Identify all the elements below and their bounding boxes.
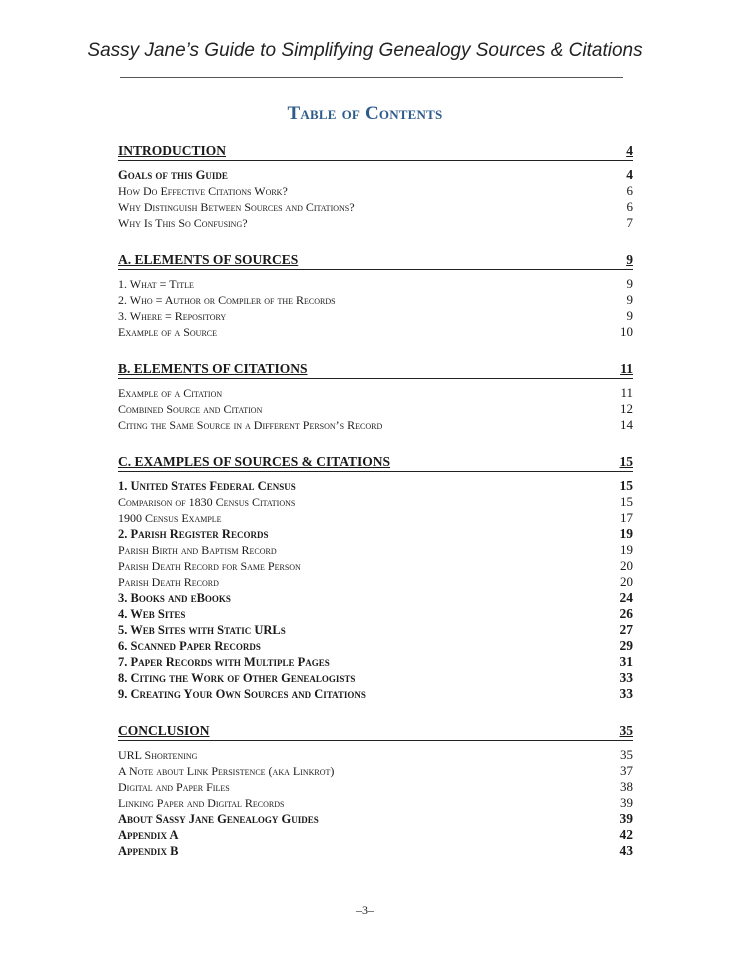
toc-entry-title: Why Distinguish Between Sources and Citations? <box>118 200 355 214</box>
toc-entry-title: Example of a Source <box>118 325 218 339</box>
toc-section-page: 9 <box>626 252 633 267</box>
toc-entry-page: 39 <box>620 795 633 810</box>
toc-entry-title: Goals of this Guide <box>118 168 228 182</box>
toc-entry-page: 39 <box>619 811 633 826</box>
toc-entry-page: 27 <box>619 622 633 637</box>
toc-entry[interactable] <box>118 183 633 199</box>
toc-section <box>118 722 633 859</box>
toc-entry[interactable] <box>118 843 633 859</box>
toc-entries <box>118 385 633 433</box>
toc-entry-page: 14 <box>620 417 633 432</box>
toc-entry-title: Parish Birth and Baptism Record <box>118 543 277 557</box>
toc-entries <box>118 478 633 702</box>
toc-section-title: C. EXAMPLES OF SOURCES & CITATIONS <box>118 454 391 469</box>
toc-entry-title: A Note about Link Persistence (aka Linkrot) <box>118 764 335 778</box>
toc-entry[interactable] <box>118 510 633 526</box>
toc-entry-page: 33 <box>619 670 633 685</box>
toc-section-title: INTRODUCTION <box>118 143 227 158</box>
toc-entry-title: 2. Parish Register Records <box>118 527 269 541</box>
toc-entry-title: 6. Scanned Paper Records <box>118 639 261 653</box>
toc-entries <box>118 276 633 340</box>
toc-entry-page: 35 <box>620 747 633 762</box>
toc-entry-page: 9 <box>626 292 633 307</box>
toc-entry-title: Appendix A <box>118 828 179 842</box>
toc-entry[interactable] <box>118 670 633 686</box>
page-number: –3– <box>356 903 374 917</box>
toc-entry-page: 43 <box>619 843 633 858</box>
toc-section-page: 4 <box>626 143 633 158</box>
toc-entry-title: Combined Source and Citation <box>118 402 263 416</box>
toc-entry-page: 42 <box>619 827 633 842</box>
toc-entry[interactable] <box>118 747 633 763</box>
toc-entry[interactable] <box>118 385 633 401</box>
toc-section <box>118 251 633 340</box>
toc-entry[interactable] <box>118 401 633 417</box>
toc-entry[interactable] <box>118 478 633 494</box>
toc-section <box>118 142 633 231</box>
toc-entry[interactable] <box>118 324 633 340</box>
toc-entry-title: 1. What = Title <box>118 277 194 291</box>
toc-entry[interactable] <box>118 606 633 622</box>
toc-entry[interactable] <box>118 417 633 433</box>
toc-entry[interactable] <box>118 292 633 308</box>
toc-entry-page: 24 <box>619 590 633 605</box>
toc-entry-title: About Sassy Jane Genealogy Guides <box>118 812 319 826</box>
toc-entry-page: 19 <box>619 526 633 541</box>
toc-entry-title: URL Shortening <box>118 748 198 762</box>
toc-entry-title: Appendix B <box>118 844 179 858</box>
toc-section-title: B. ELEMENTS OF CITATIONS <box>118 361 308 376</box>
toc-section-title: A. ELEMENTS OF SOURCES <box>118 252 299 267</box>
toc-entry-title: 7. Paper Records with Multiple Pages <box>118 655 330 669</box>
toc-entry-title: 4. Web Sites <box>118 607 186 621</box>
toc-entry-page: 20 <box>620 574 633 589</box>
toc-section <box>118 360 633 433</box>
toc-entry-page: 9 <box>626 308 633 323</box>
toc-entry-title: 3. Where = Repository <box>118 309 227 323</box>
toc-entry-page: 17 <box>620 510 633 525</box>
toc-entry-page: 33 <box>619 686 633 701</box>
toc-entries <box>118 167 633 231</box>
toc-entry-title: 9. Creating Your Own Sources and Citations <box>118 687 366 701</box>
toc-entry-page: 10 <box>620 324 633 339</box>
header-divider <box>120 77 623 78</box>
toc-entry-title: How Do Effective Citations Work? <box>118 184 288 198</box>
toc-entry-page: 6 <box>626 183 633 198</box>
toc-entry-page: 6 <box>626 199 633 214</box>
toc-entry[interactable] <box>118 638 633 654</box>
toc-entry-page: 12 <box>620 401 633 416</box>
toc-entry-title: 8. Citing the Work of Other Genealogists <box>118 671 356 685</box>
toc-section-page: 15 <box>619 454 633 469</box>
toc-entry-title: Example of a Citation <box>118 386 223 400</box>
toc-section-heading[interactable] <box>118 453 633 472</box>
toc-section-page: 11 <box>620 361 633 376</box>
toc-entry-page: 37 <box>620 763 633 778</box>
toc-entry-page: 4 <box>626 167 633 182</box>
toc-section-page: 35 <box>619 723 633 738</box>
toc-section-heading[interactable] <box>118 142 633 161</box>
toc-entry[interactable] <box>118 763 633 779</box>
toc-entry-page: 26 <box>619 606 633 621</box>
toc-entry-page: 19 <box>620 542 633 557</box>
toc-entry-page: 9 <box>626 276 633 291</box>
toc-entry[interactable] <box>118 574 633 590</box>
toc-entry[interactable] <box>118 215 633 231</box>
toc-entry[interactable] <box>118 654 633 670</box>
table-of-contents <box>118 142 633 879</box>
toc-entry-page: 11 <box>620 385 633 400</box>
page-title: Table of Contents <box>287 103 443 124</box>
toc-section-title: CONCLUSION <box>118 723 210 738</box>
toc-entry-page: 31 <box>619 654 633 669</box>
toc-entry[interactable] <box>118 795 633 811</box>
toc-entry[interactable] <box>118 590 633 606</box>
toc-entry-title: 1. United States Federal Census <box>118 479 296 493</box>
toc-entry-page: 15 <box>619 478 633 493</box>
toc-entry-title: 3. Books and eBooks <box>118 591 231 605</box>
toc-section-heading[interactable] <box>118 360 633 379</box>
toc-entry-title: Citing the Same Source in a Different Person’s Record <box>118 418 383 432</box>
toc-entry[interactable] <box>118 199 633 215</box>
toc-entry-page: 7 <box>626 215 633 230</box>
toc-entry[interactable] <box>118 622 633 638</box>
toc-entry[interactable] <box>118 827 633 843</box>
toc-entry-page: 20 <box>620 558 633 573</box>
running-header: Sassy Jane’s Guide to Simplifying Genealogy Sources & Citations <box>87 40 643 61</box>
toc-entry-title: Parish Death Record for Same Person <box>118 559 301 573</box>
toc-entry[interactable] <box>118 308 633 324</box>
toc-entry-title: Comparison of 1830 Census Citations <box>118 495 296 509</box>
toc-entry-title: Why Is This So Confusing? <box>118 216 248 230</box>
toc-entry[interactable] <box>118 686 633 702</box>
toc-entry-page: 15 <box>620 494 633 509</box>
toc-entry-title: Digital and Paper Files <box>118 780 230 794</box>
toc-entry-title: 2. Who = Author or Compiler of the Records <box>118 293 336 307</box>
toc-entry[interactable] <box>118 494 633 510</box>
toc-entry[interactable] <box>118 542 633 558</box>
toc-entry-title: 5. Web Sites with Static URLs <box>118 623 286 637</box>
toc-entry-title: Linking Paper and Digital Records <box>118 796 285 810</box>
toc-section-heading[interactable] <box>118 722 633 741</box>
toc-entry-title: 1900 Census Example <box>118 511 222 525</box>
toc-entry-page: 29 <box>619 638 633 653</box>
toc-entry[interactable] <box>118 811 633 827</box>
toc-entry[interactable] <box>118 167 633 183</box>
toc-entry[interactable] <box>118 526 633 542</box>
toc-section <box>118 453 633 702</box>
toc-entries <box>118 747 633 859</box>
toc-entry[interactable] <box>118 779 633 795</box>
toc-entry[interactable] <box>118 558 633 574</box>
toc-entry-page: 38 <box>620 779 633 794</box>
toc-entry[interactable] <box>118 276 633 292</box>
toc-section-heading[interactable] <box>118 251 633 270</box>
toc-entry-title: Parish Death Record <box>118 575 219 589</box>
